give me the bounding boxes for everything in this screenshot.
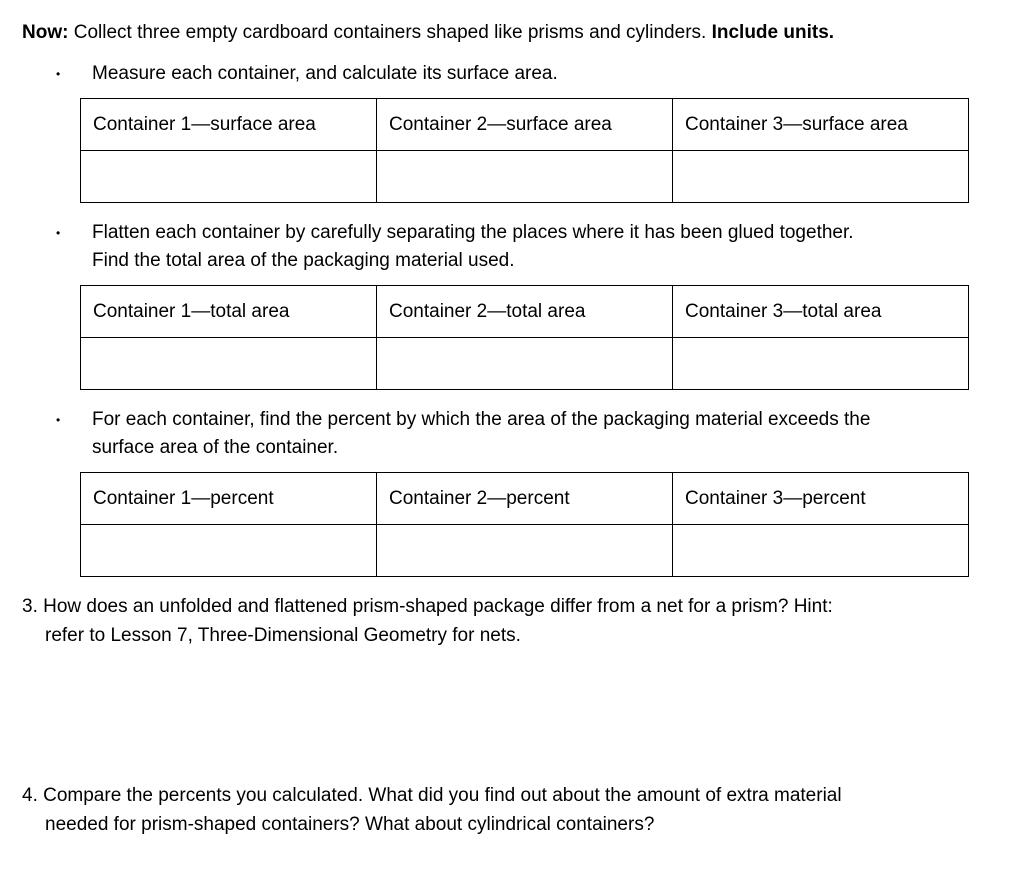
answer-cell-container-2[interactable] [377, 151, 673, 203]
table-answer-row [81, 338, 969, 390]
answer-cell-container-2[interactable] [377, 338, 673, 390]
bullet-text [92, 406, 972, 462]
question-4 [22, 781, 982, 839]
bullet-text [92, 60, 972, 88]
bullet-marker: • [56, 67, 61, 81]
table-header-cell: Container 3—percent [673, 473, 969, 525]
table-header-cell: Container 1—surface area [81, 99, 377, 151]
answer-cell-container-1[interactable] [81, 151, 377, 203]
bullet-line: Flatten each container by carefully separating the places where it has been glued together. [92, 222, 854, 243]
bullet-text [92, 219, 972, 275]
question-line: 4. Compare the percents you calculated. What did you find out about the amount of extra material [22, 785, 842, 806]
bullet-line: Measure each container, and calculate its surface area. [92, 63, 558, 84]
bullet-line: For each container, find the percent by which the area of the packaging material exceeds the [92, 409, 871, 430]
percent-table [80, 472, 969, 577]
bullet-line: surface area of the container. [92, 437, 339, 458]
intro-instruction [22, 21, 834, 45]
table-header-cell: Container 3—surface area [673, 99, 969, 151]
answer-cell-container-3[interactable] [673, 338, 969, 390]
bullet-marker: • [56, 226, 61, 240]
bullet-marker: • [56, 413, 61, 427]
table-answer-row [81, 525, 969, 577]
answer-cell-container-2[interactable] [377, 525, 673, 577]
table-header-cell: Container 1—percent [81, 473, 377, 525]
answer-cell-container-3[interactable] [673, 151, 969, 203]
answer-cell-container-1[interactable] [81, 338, 377, 390]
table-header-cell: Container 3—total area [673, 286, 969, 338]
table-header-row [81, 99, 969, 151]
table-header-row [81, 286, 969, 338]
table-header-cell: Container 1—total area [81, 286, 377, 338]
answer-cell-container-1[interactable] [81, 525, 377, 577]
table-header-cell: Container 2—total area [377, 286, 673, 338]
question-line: 3. How does an unfolded and flattened prism-shaped package differ from a net for a prism? Hint: [22, 596, 833, 617]
intro-text: Collect three empty cardboard containers shaped like prisms and cylinders. [68, 22, 712, 43]
table-answer-row [81, 151, 969, 203]
bullet-line: Find the total area of the packaging material used. [92, 250, 515, 271]
question-line: refer to Lesson 7, Three-Dimensional Geometry for nets. [45, 625, 521, 646]
total-area-table [80, 285, 969, 390]
question-line: needed for prism-shaped containers? What about cylindrical containers? [45, 814, 655, 835]
intro-emphasis: Include units. [711, 22, 835, 43]
surface-area-table [80, 98, 969, 203]
answer-cell-container-3[interactable] [673, 525, 969, 577]
table-header-row [81, 473, 969, 525]
table-header-cell: Container 2—percent [377, 473, 673, 525]
intro-prefix: Now: [22, 22, 69, 43]
question-3 [22, 592, 982, 650]
table-header-cell: Container 2—surface area [377, 99, 673, 151]
